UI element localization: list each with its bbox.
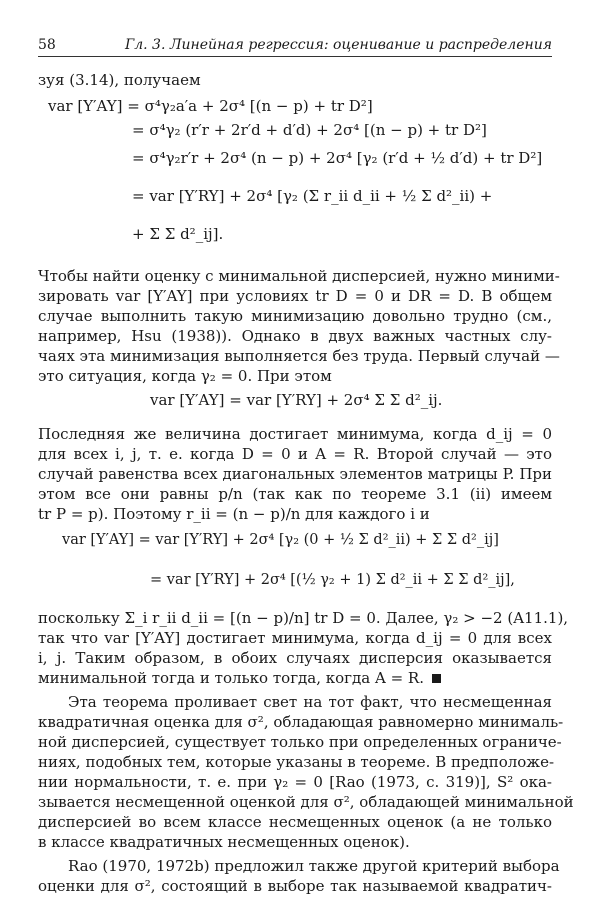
text-line-29: зывается несмещенной оценкой для σ², обладающей минимальной <box>38 793 574 811</box>
text-line-25: квадратичная оценка для σ², обладающая равномерно минималь- <box>38 713 564 731</box>
text-line-24: Эта теорема проливает свет на тот факт, что несмещенная <box>68 693 552 711</box>
equation-line-2: = σ⁴γ₂ (r′r + 2r′d + d′d) + 2σ⁴ [(n − p) + tr D²] <box>132 121 487 139</box>
text-line-11: это ситуация, когда γ₂ = 0. При этом <box>38 367 332 385</box>
text-line-16: этом все они равны p/n (так как по теореме 3.1 (ii) имеем <box>38 485 552 503</box>
end-of-proof-icon <box>432 674 441 683</box>
text-line-10: чаях эта минимизация выполняется без труда. Первый случай — <box>38 347 560 365</box>
text-line-20: поскольку Σ_i r_ii d_ii = [(n − p)/n] tr D = 0. Далее, γ₂ > −2 (A11.1), <box>38 609 569 627</box>
running-title: Гл. 3. Линейная регрессия: оценивание и распределения <box>124 37 552 53</box>
equation-line-12: var [Y′AY] = var [Y′RY] + 2σ⁴ Σ Σ d²_ij. <box>150 391 443 409</box>
text-line-0: зуя (3.14), получаем <box>38 71 201 89</box>
text-line-6: Чтобы найти оценку с минимальной дисперсией, нужно миними- <box>38 267 560 285</box>
text-line-32: Rao (1970, 1972b) предложил также другой критерий выбора <box>68 857 560 875</box>
text-line-28: нии нормальности, т. е. при γ₂ = 0 [Rao (1973, с. 319)], S² ока- <box>38 773 552 791</box>
text-line-33: оценки для σ², состоящий в выборе так называемой квадратич- <box>38 877 552 895</box>
equation-line-5: + Σ Σ d²_ij]. <box>132 225 224 243</box>
text-line-9: например, Hsu (1938)). Однако в двух важных частных слу- <box>38 327 552 345</box>
text-line-23: минимальной тогда и только тогда, когда A = R. <box>38 668 441 688</box>
page-number: 58 <box>38 37 56 53</box>
text-line-13: Последняя же величина достигает минимума, когда d_ij = 0 <box>38 425 552 443</box>
text-line-26: ной дисперсией, существует только при определенных ограниче- <box>38 733 562 751</box>
text-line-14: для всех i, j, т. е. когда D = 0 и A = R. Второй случай — это <box>38 445 552 463</box>
text-line-22: i, j. Таким образом, в обоих случаях дисперсия оказывается <box>38 649 552 667</box>
equation-line-19: = var [Y′RY] + 2σ⁴ [(½ γ₂ + 1) Σ d²_ii + Σ Σ d²_ij], <box>150 572 515 588</box>
text-line-8: случае выполнить такую минимизацию довольно трудно (см., <box>38 307 552 325</box>
equation-line-3: = σ⁴γ₂r′r + 2σ⁴ (n − p) + 2σ⁴ [γ₂ (r′d + ½ d′d) + tr D²] <box>132 149 543 167</box>
text-line-15: случай равенства всех диагональных элементов матрицы P. При <box>38 465 552 483</box>
equation-line-1: var [Y′AY] = σ⁴γ₂a′a + 2σ⁴ [(n − p) + tr D²] <box>48 97 373 115</box>
text-line-27: ниях, подобных тем, которые указаны в теореме. В предположе- <box>38 753 555 771</box>
equation-line-18: var [Y′AY] = var [Y′RY] + 2σ⁴ [γ₂ (0 + ½ Σ d²_ii) + Σ Σ d²_ij] <box>62 532 499 548</box>
page-header <box>38 36 552 57</box>
text-line-30: дисперсией во всем классе несмещенных оценок (а не только <box>38 813 552 831</box>
text-line-17: tr P = p). Поэтому r_ii = (n − p)/n для каждого i и <box>38 505 430 523</box>
text-line-31: в классе квадратичных несмещенных оценок). <box>38 833 410 851</box>
text-line-21: так что var [Y′AY] достигает минимума, когда d_ij = 0 для всех <box>38 629 552 647</box>
equation-line-4: = var [Y′RY] + 2σ⁴ [γ₂ (Σ r_ii d_ii + ½ Σ d²_ii) + <box>132 187 493 205</box>
text-line-7: зировать var [Y′AY] при условиях tr D = 0 и DR = D. В общем <box>38 287 552 305</box>
